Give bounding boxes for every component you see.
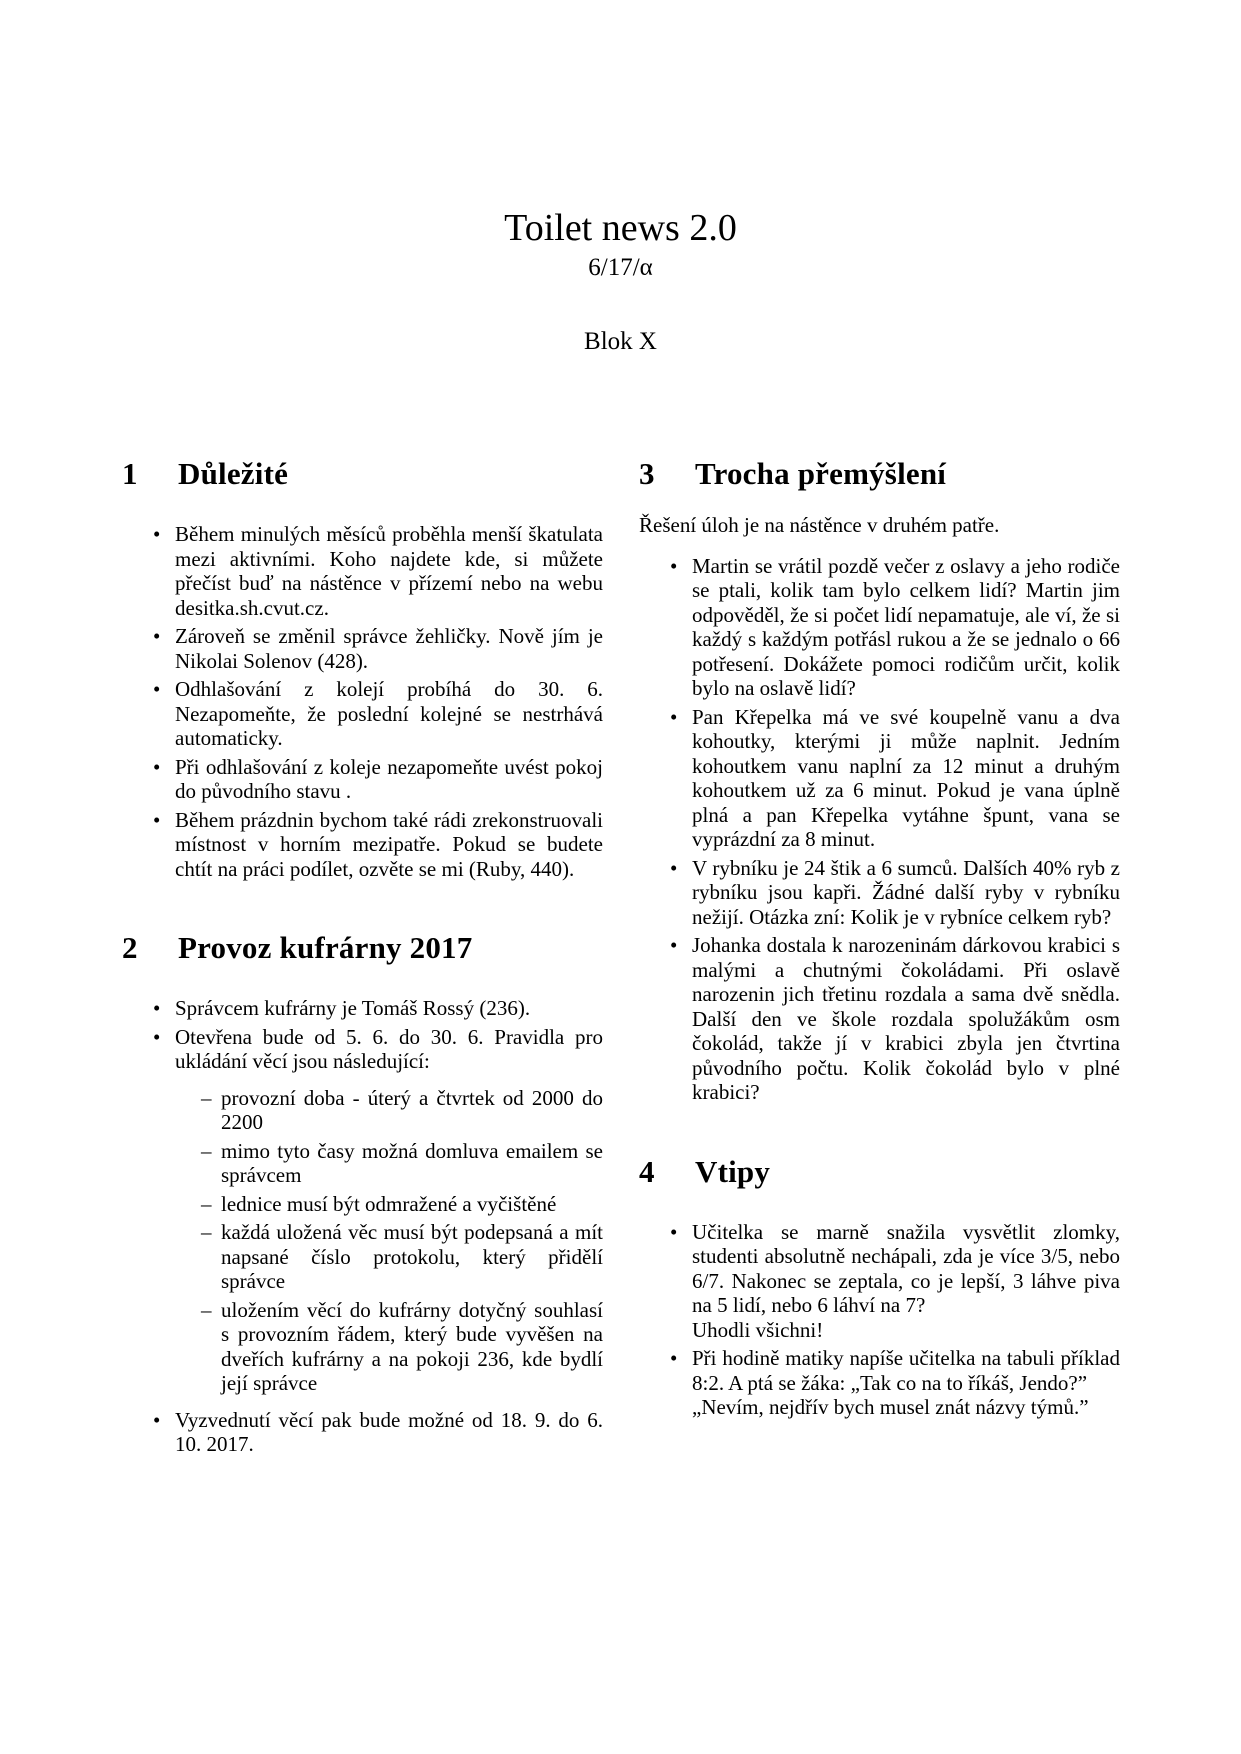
section-title: Provoz kufrárny 2017	[178, 930, 473, 965]
list-item: • Při odhlašování z koleje nezapomeňte uvést pokoj do původního stavu .	[175, 755, 603, 804]
list-item: • V rybníku je 24 štik a 6 sumců. Dalších 40% ryb z rybníku jsou kapři. Žádné další ryby v rybníku nežijí. Otázka zní: Kolik je v rybníce celkem ryb?	[692, 856, 1120, 930]
sub-list-item: – lednice musí být odmražené a vyčištěné	[221, 1192, 603, 1217]
section-heading	[122, 455, 603, 492]
section-number: 1	[122, 456, 138, 491]
section-number: 3	[639, 456, 655, 491]
joke-punchline: „Nevím, nejdřív bych musel znát názvy týmů.”	[692, 1395, 1089, 1419]
section-heading	[639, 1153, 1120, 1190]
section-heading	[639, 455, 1120, 492]
section-title: Vtipy	[695, 1153, 771, 1189]
intro-paragraph: Řešení úloh je na nástěnce v druhém patře.	[639, 513, 1000, 537]
list-item: • Johanka dostala k narozeninám dárkovou krabici s malými a chutnými čokoládami. Při oslavě narozenin jich třetinu rozdala a sama dvě snědla. Další den ve škole rozdala spolužákům osm čokolád, takže jí v krabici zbyla jen čtvrtina původního počtu. Kolik čokolád bylo v plné krabici?	[692, 933, 1120, 1105]
issue-number: 6/17/α	[588, 254, 653, 281]
right-column	[639, 455, 1120, 1457]
list-item: • Učitelka se marně snažila vysvětlit zlomky, studenti absolutně nechápali, zda je více 3/5, nebo 6/7. Nakonec se zeptala, co je lepší, 3 láhve piva na 5 lidí, nebo 6 láhví na 7? Uhodli všichni!	[692, 1220, 1120, 1343]
list-item: • Pan Křepelka má ve své koupelně vanu a dva kohoutky, kterými ji může naplnit. Jedním kohoutkem vanu naplní za 12 minut a druhým kohoutkem už za 6 minut. Pokud je vana úplně plná a pan Křepelka vytáhne špunt, vana se vyprázdní za 8 minut.	[692, 705, 1120, 852]
list-item: • Zároveň se změnil správce žehličky. Nově jím je Nikolai Solenov (428).	[175, 624, 603, 673]
section-title: Důležité	[178, 456, 289, 491]
bullet-list	[122, 996, 603, 1457]
list-item: • Martin se vrátil pozdě večer z oslavy a jeho rodiče se ptali, kolik tam bylo celkem lidí? Martin jim odpověděl, že si počet lidí nepamatuje, ale ví, že si každý s každým potřásl rukou a že se jednalo o 66 potřesení. Dokážete pomoci rodičům určit, kolik bylo na oslavě lidí?	[692, 554, 1120, 701]
list-item: • Během prázdnin bychom také rádi zrekonstruovali místnost v horním mezipatře. Pokud se budete chtít na práci podílet, ozvěte se mi (Ruby, 440).	[175, 808, 603, 882]
section-provoz-kufrarny	[122, 929, 603, 1457]
bullet-list	[639, 1220, 1120, 1420]
list-item: • Správcem kufrárny je Tomáš Rossý (236).	[175, 996, 603, 1021]
joke-punchline: Uhodli všichni!	[692, 1317, 824, 1342]
page-title: Toilet news 2.0	[504, 207, 737, 249]
section-trocha-premysleni	[639, 455, 1120, 1105]
document-header	[0, 0, 1241, 357]
dash-sub-list	[175, 1086, 603, 1396]
bullet-list	[639, 554, 1120, 1105]
left-column	[122, 455, 603, 1457]
sub-list-item: – provozní doba - úterý a čtvrtek od 2000 do 2200	[221, 1086, 603, 1135]
two-column-body	[0, 455, 1241, 1457]
list-item: • Vyzvednutí věcí pak bude možné od 18. 9. do 6. 10. 2017.	[175, 1408, 603, 1457]
section-vtipy	[639, 1153, 1120, 1420]
section-title: Trocha přemýšlení	[695, 456, 947, 491]
list-item: • Během minulých měsíců proběhla menší škatulata mezi aktivními. Koho najdete kde, si můžete přečíst buď na nástěnce v přízemí nebo na webu desitka.sh.cvut.cz.	[175, 522, 603, 620]
list-item: • Při hodině matiky napíše učitelka na tabuli příklad 8:2. A ptá se žáka: „Tak co na to říkáš, Jendo?” „Nevím, nejdřív bych musel znát názvy týmů.”	[692, 1346, 1120, 1420]
section-dulezite	[122, 455, 603, 881]
section-heading	[122, 929, 603, 966]
block-label: Blok X	[584, 328, 657, 355]
section-number: 4	[639, 1153, 655, 1189]
sub-list-item: – mimo tyto časy možná domluva emailem se správcem	[221, 1139, 603, 1188]
sub-list-item: – uložením věcí do kufrárny dotyčný souhlasí s provozním řádem, který bude vyvěšen na dveřích kufrárny a na pokoji 236, kde bydlí její správce	[221, 1298, 603, 1396]
bullet-list	[122, 522, 603, 881]
section-number: 2	[122, 930, 138, 965]
sub-list-item: – každá uložená věc musí být podepsaná a mít napsané číslo protokolu, který přidělí správce	[221, 1220, 603, 1294]
list-item: • Odhlašování z kolejí probíhá do 30. 6. Nezapomeňte, že poslední kolejné se nestrhává automaticky.	[175, 677, 603, 751]
list-item: • Otevřena bude od 5. 6. do 30. 6. Pravidla pro ukládání věcí jsou následující: – provozní doba - úterý a čtvrtek od 2000 do 2200 – mimo tyto časy možná domluva emailem se správcem – lednice musí být odmražené a vyčištěné – každá uložená věc musí být podepsaná a mít napsané číslo protokolu, který přidělí správce – uložením věcí do kufrárny dotyčný souhlasí s provozním řádem, který bude vyvěšen na dveřích kufrárny a na pokoji 236, kde bydlí její správce	[175, 1025, 603, 1396]
